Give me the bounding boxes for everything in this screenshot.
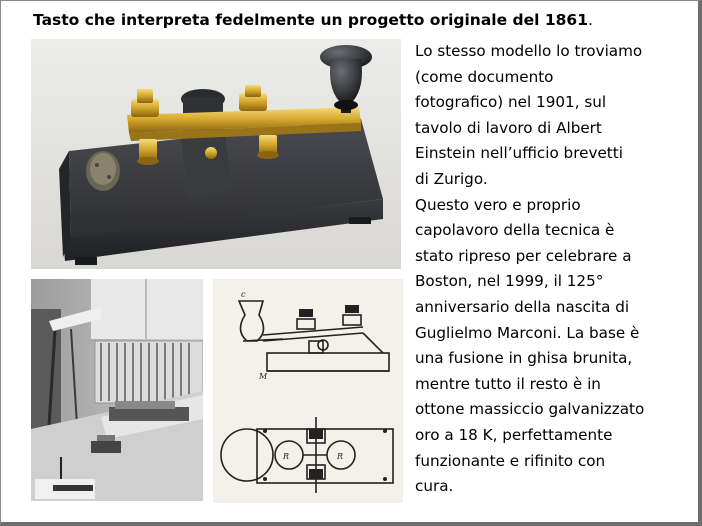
svg-text:R: R [337,452,344,461]
title-period: . [587,11,593,29]
text-line: anniversario della nascita di [415,297,630,316]
technical-drawing [213,279,403,503]
office-photo [31,279,203,501]
text-line: di Zurigo. [415,169,488,188]
text-line: stato ripreso per celebrare a [415,246,632,265]
text-line: (come documento [415,67,554,86]
text-line: capolavoro della tecnica è [415,221,615,240]
text-line: Questo vero e proprio [415,195,581,214]
text-line: oro a 18 K, perfettamente [415,425,613,444]
text-line: fotografico) nel 1901, sul [415,93,607,112]
text-line: ottone massiccio galvanizzato [415,400,645,419]
text-line: una fusione in ghisa brunita, [415,349,633,368]
text-line: cura. [415,477,454,496]
text-line: Einstein nell’ufficio brevetti [415,144,623,163]
text-line: tavolo di lavoro di Albert [415,118,602,137]
svg-text:M: M [259,372,268,381]
svg-text:c: c [241,290,246,299]
text-line: funzionante e rifinito con [415,451,606,470]
page-title [33,11,593,29]
title-text: Tasto che interpreta fedelmente un progetto originale del 1861 [33,11,588,29]
telegraph-key-photo [31,39,401,269]
text-line: Guglielmo Marconi. La base è [415,323,640,342]
text-line: Lo stesso modello lo troviamo [415,42,643,60]
text-line: mentre tutto il resto è in [415,374,601,393]
svg-text:R: R [283,452,290,461]
description-text [415,39,701,500]
text-line: Boston, nel 1999, il 125° [415,272,604,291]
